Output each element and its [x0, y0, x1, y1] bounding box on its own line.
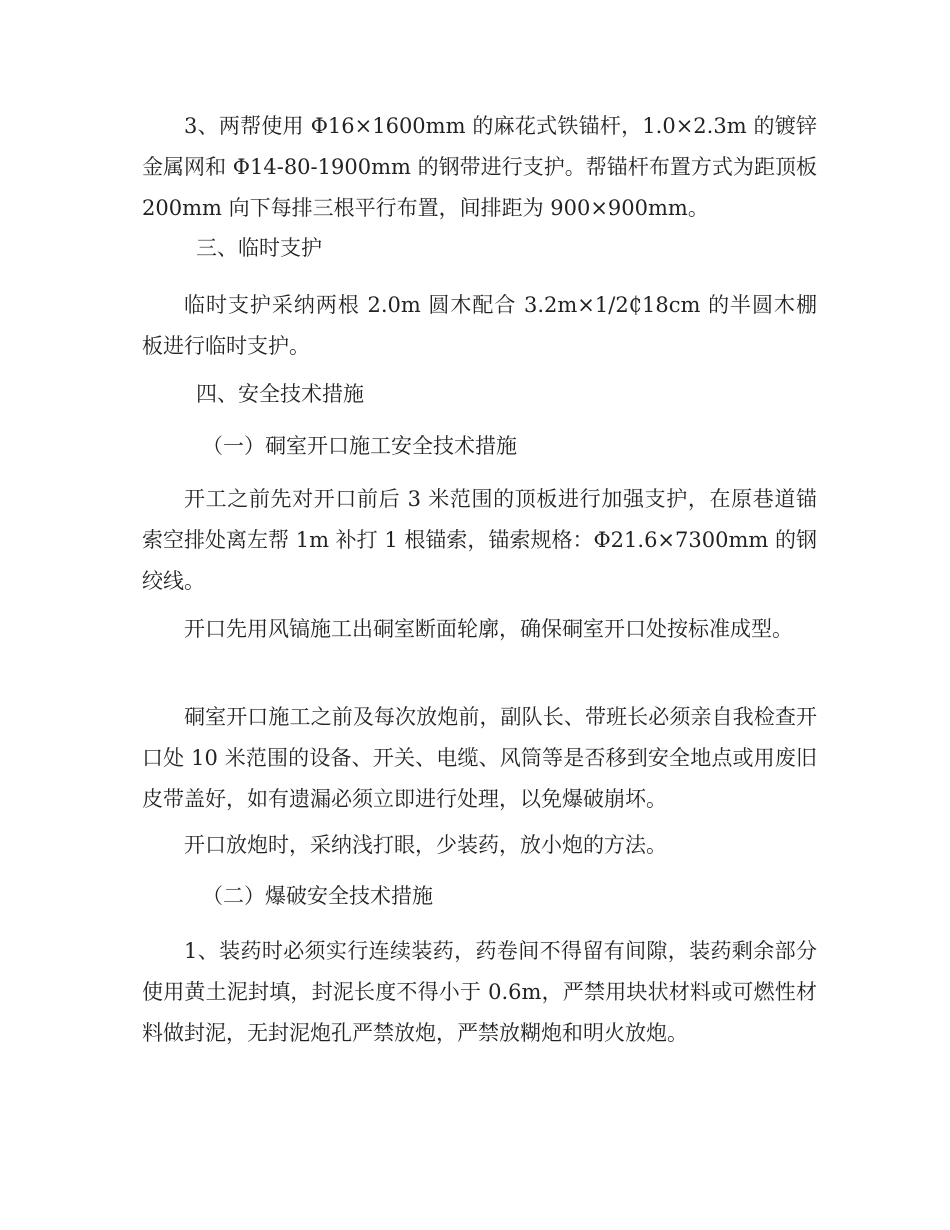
equipment-protection-paragraph: 硐室开口施工之前及每次放炮前，副队长、带班长必须亲自我检查开口处 10 米范围的设备、开关、电缆、风筒等是否移到安全地点或用废旧皮带盖好，如有遗漏必须立即进行处理，以免爆破崩坏。: [142, 705, 817, 811]
charging-safety-paragraph: 1、装药时必须实行连续装药，药卷间不得留有间隙，装药剩余部分使用黄土泥封填，封泥长度不得小于 0.6m，严禁用块状材料或可燃性材料做封泥，无封泥炮孔严禁放炮，严禁放糊炮和明火放炮。: [142, 939, 817, 1045]
section-heading-temporary-support: 三、临时支护: [196, 236, 322, 260]
opening-profile-paragraph: 开口先用风镐施工出硐室断面轮廓，确保硐室开口处按标准成型。: [184, 617, 793, 641]
temporary-support-paragraph: 临时支护采纳两根 2.0m 圆木配合 3.2m×1/2₵18cm 的半圆木棚板进行临时支护。: [142, 293, 817, 358]
support-anchor-paragraph: 3、两帮使用 Φ16×1600mm 的麻花式铁锚杆，1.0×2.3m 的镀锌金属网和 Φ14-80-1900mm 的钢带进行支护。帮锚杆布置方式为距顶板200mm 向下每排三根平行布置，间排距为 900×900mm。: [142, 114, 817, 220]
opening-blasting-paragraph: 开口放炮时，采纳浅打眼，少装药，放小炮的方法。: [184, 833, 667, 857]
roof-support-paragraph: 开工之前先对开口前后 3 米范围的顶板进行加强支护，在原巷道锚索空排处离左帮 1m 补打 1 根锚索，锚索规格：Φ21.6×7300mm 的钢绞线。: [142, 487, 817, 593]
subsection-heading-opening-safety: （一）硐室开口施工安全技术措施: [202, 434, 517, 458]
section-heading-safety-measures: 四、安全技术措施: [196, 382, 364, 406]
subsection-heading-blasting-safety: （二）爆破安全技术措施: [202, 884, 433, 908]
